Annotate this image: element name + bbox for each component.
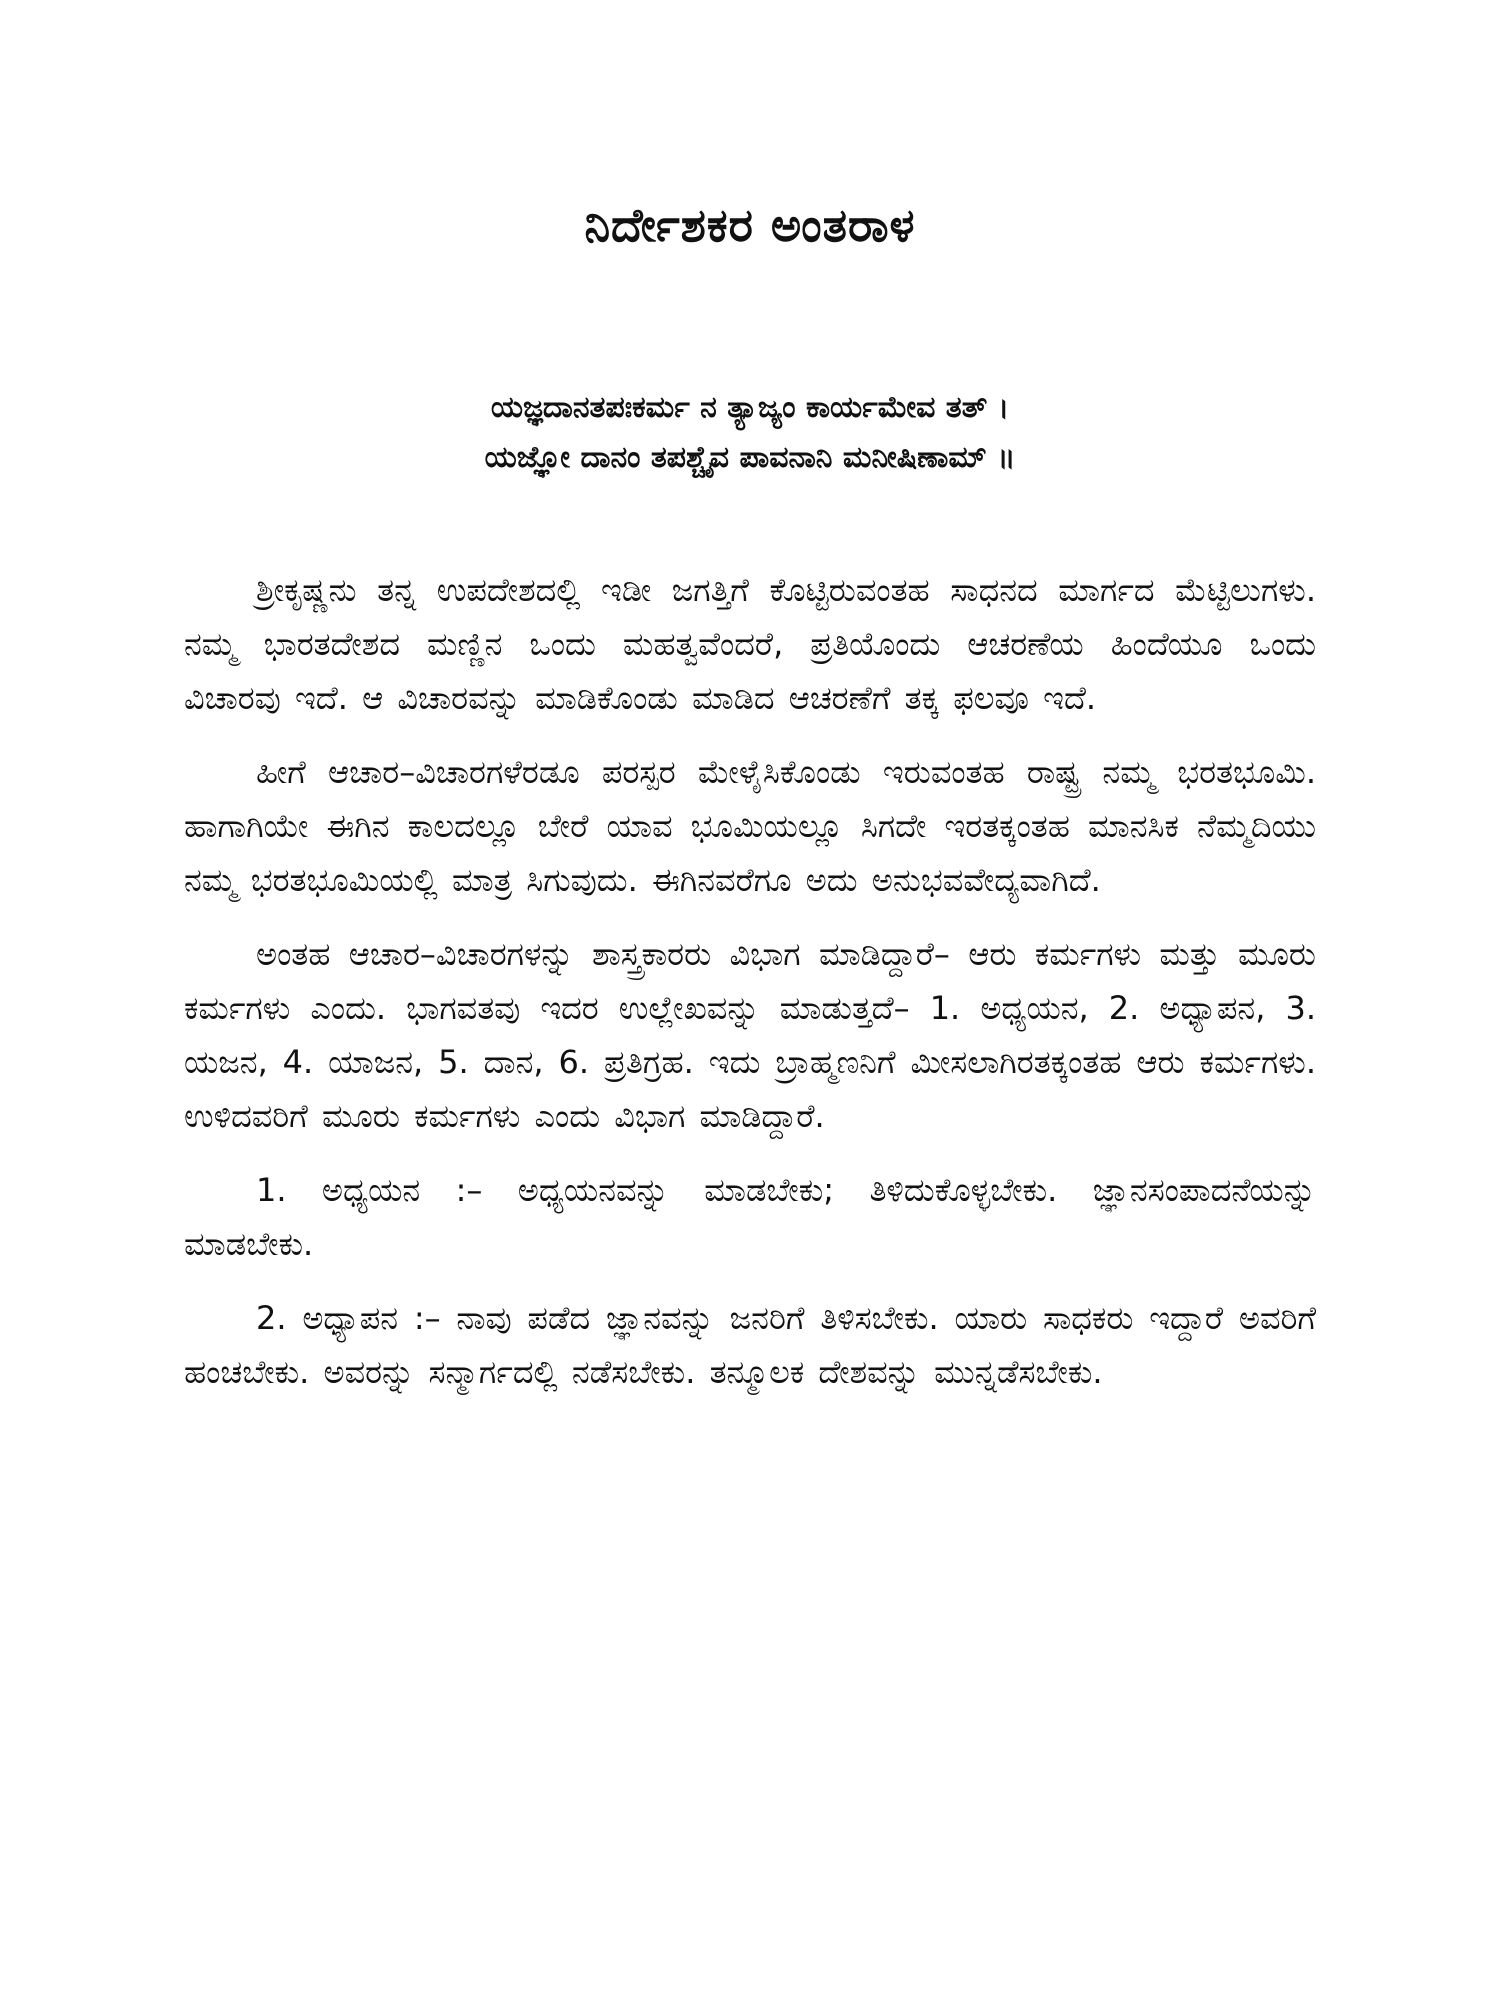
shloka-line: ಯಜ್ಞೋ ದಾನಂ ತಪಶ್ಚೈವ ಪಾವನಾನಿ ಮನೀಷಿಣಾಮ್ ॥ bbox=[484, 440, 1016, 475]
page-title: ನಿರ್ದೇಶಕರ ಅಂತರಾಳ bbox=[584, 198, 916, 252]
list-item-adhyapana: 2. ಅಧ್ಯಾಪನ :– ನಾವು ಪಡೆದ ಜ್ಞಾನವನ್ನು ಜನರಿಗೆ ತಿಳಿಸಬೇಕು. ಯಾರು ಸಾಧಕರು ಇದ್ದಾರೆ ಅವರಿಗೆ ಹಂಚಬೇಕು. ಅವರನ್ನು ಸನ್ಮಾರ್ಗದಲ್ಲಿ ನಡೆಸಬೇಕು. ತನ್ಮೂಲಕ ದೇಶವನ್ನು ಮುನ್ನಡೆಸಬೇಕು. bbox=[184, 1299, 1316, 1391]
shloka-block bbox=[184, 383, 1316, 483]
body-paragraph: ಶ್ರೀಕೃಷ್ಣನು ತನ್ನ ಉಪದೇಶದಲ್ಲಿ ಇಡೀ ಜಗತ್ತಿಗೆ ಕೊಟ್ಟಿರುವಂತಹ ಸಾಧನದ ಮಾರ್ಗದ ಮೆಟ್ಟಿಲುಗಳು. ನಮ್ಮ ಭಾರತದೇಶದ ಮಣ್ಣಿನ ಒಂದು ಮಹತ್ವವೆಂದರೆ, ಪ್ರತಿಯೊಂದು ಆಚರಣೆಯ ಹಿಂದೆಯೂ ಒಂದು ವಿಚಾರವು ಇದೆ. ಆ ವಿಚಾರವನ್ನು ಮಾಡಿಕೊಂಡು ಮಾಡಿದ ಆಚರಣೆಗೆ ತಕ್ಕ ಫಲವೂ ಇದೆ. bbox=[184, 571, 1316, 717]
body-paragraph: ಅಂತಹ ಆಚಾರ–ವಿಚಾರಗಳನ್ನು ಶಾಸ್ತ್ರಕಾರರು ವಿಭಾಗ ಮಾಡಿದ್ದಾರೆ– ಆರು ಕರ್ಮಗಳು ಮತ್ತು ಮೂರು ಕರ್ಮಗಳು ಎಂದು. ಭಾಗವತವು ಇದರ ಉಲ್ಲೇಖವನ್ನು ಮಾಡುತ್ತದೆ– 1. ಅಧ್ಯಯನ, 2. ಅಧ್ಯಾಪನ, 3. ಯಜನ, 4. ಯಾಜನ, 5. ದಾನ, 6. ಪ್ರತಿಗ್ರಹ. ಇದು ಬ್ರಾಹ್ಮಣನಿಗೆ ಮೀಸಲಾಗಿರತಕ್ಕಂತಹ ಆರು ಕರ್ಮಗಳು. ಉಳಿದವರಿಗೆ ಮೂರು ಕರ್ಮಗಳು ಎಂದು ವಿಭಾಗ ಮಾಡಿದ್ದಾರೆ. bbox=[184, 935, 1316, 1135]
shloka-line: ಯಜ್ಞದಾನತಪಃಕರ್ಮ ನ ತ್ಯಾಜ್ಯಂ ಕಾರ್ಯಮೇವ ತತ್ । bbox=[490, 390, 1010, 425]
body-paragraph: ಹೀಗೆ ಆಚಾರ–ವಿಚಾರಗಳೆರಡೂ ಪರಸ್ಪರ ಮೇಳೈಸಿಕೊಂಡು ಇರುವಂತಹ ರಾಷ್ಟ್ರ ನಮ್ಮ ಭರತಭೂಮಿ. ಹಾಗಾಗಿಯೇ ಈಗಿನ ಕಾಲದಲ್ಲೂ ಬೇರೆ ಯಾವ ಭೂಮಿಯಲ್ಲೂ ಸಿಗದೇ ಇರತಕ್ಕಂತಹ ಮಾನಸಿಕ ನೆಮ್ಮದಿಯು ನಮ್ಮ ಭರತಭೂಮಿಯಲ್ಲಿ ಮಾತ್ರ ಸಿಗುವುದು. ಈಗಿನವರೆಗೂ ಅದು ಅನುಭವವೇದ್ಯವಾಗಿದೆ. bbox=[184, 753, 1316, 899]
list-item-adhyayana: 1. ಅಧ್ಯಯನ :– ಅಧ್ಯಯನವನ್ನು ಮಾಡಬೇಕು; ತಿಳಿದುಕೊಳ್ಳಬೇಕು. ಜ್ಞಾನಸಂಪಾದನೆಯನ್ನು ಮಾಡಬೇಕು. bbox=[184, 1171, 1316, 1263]
